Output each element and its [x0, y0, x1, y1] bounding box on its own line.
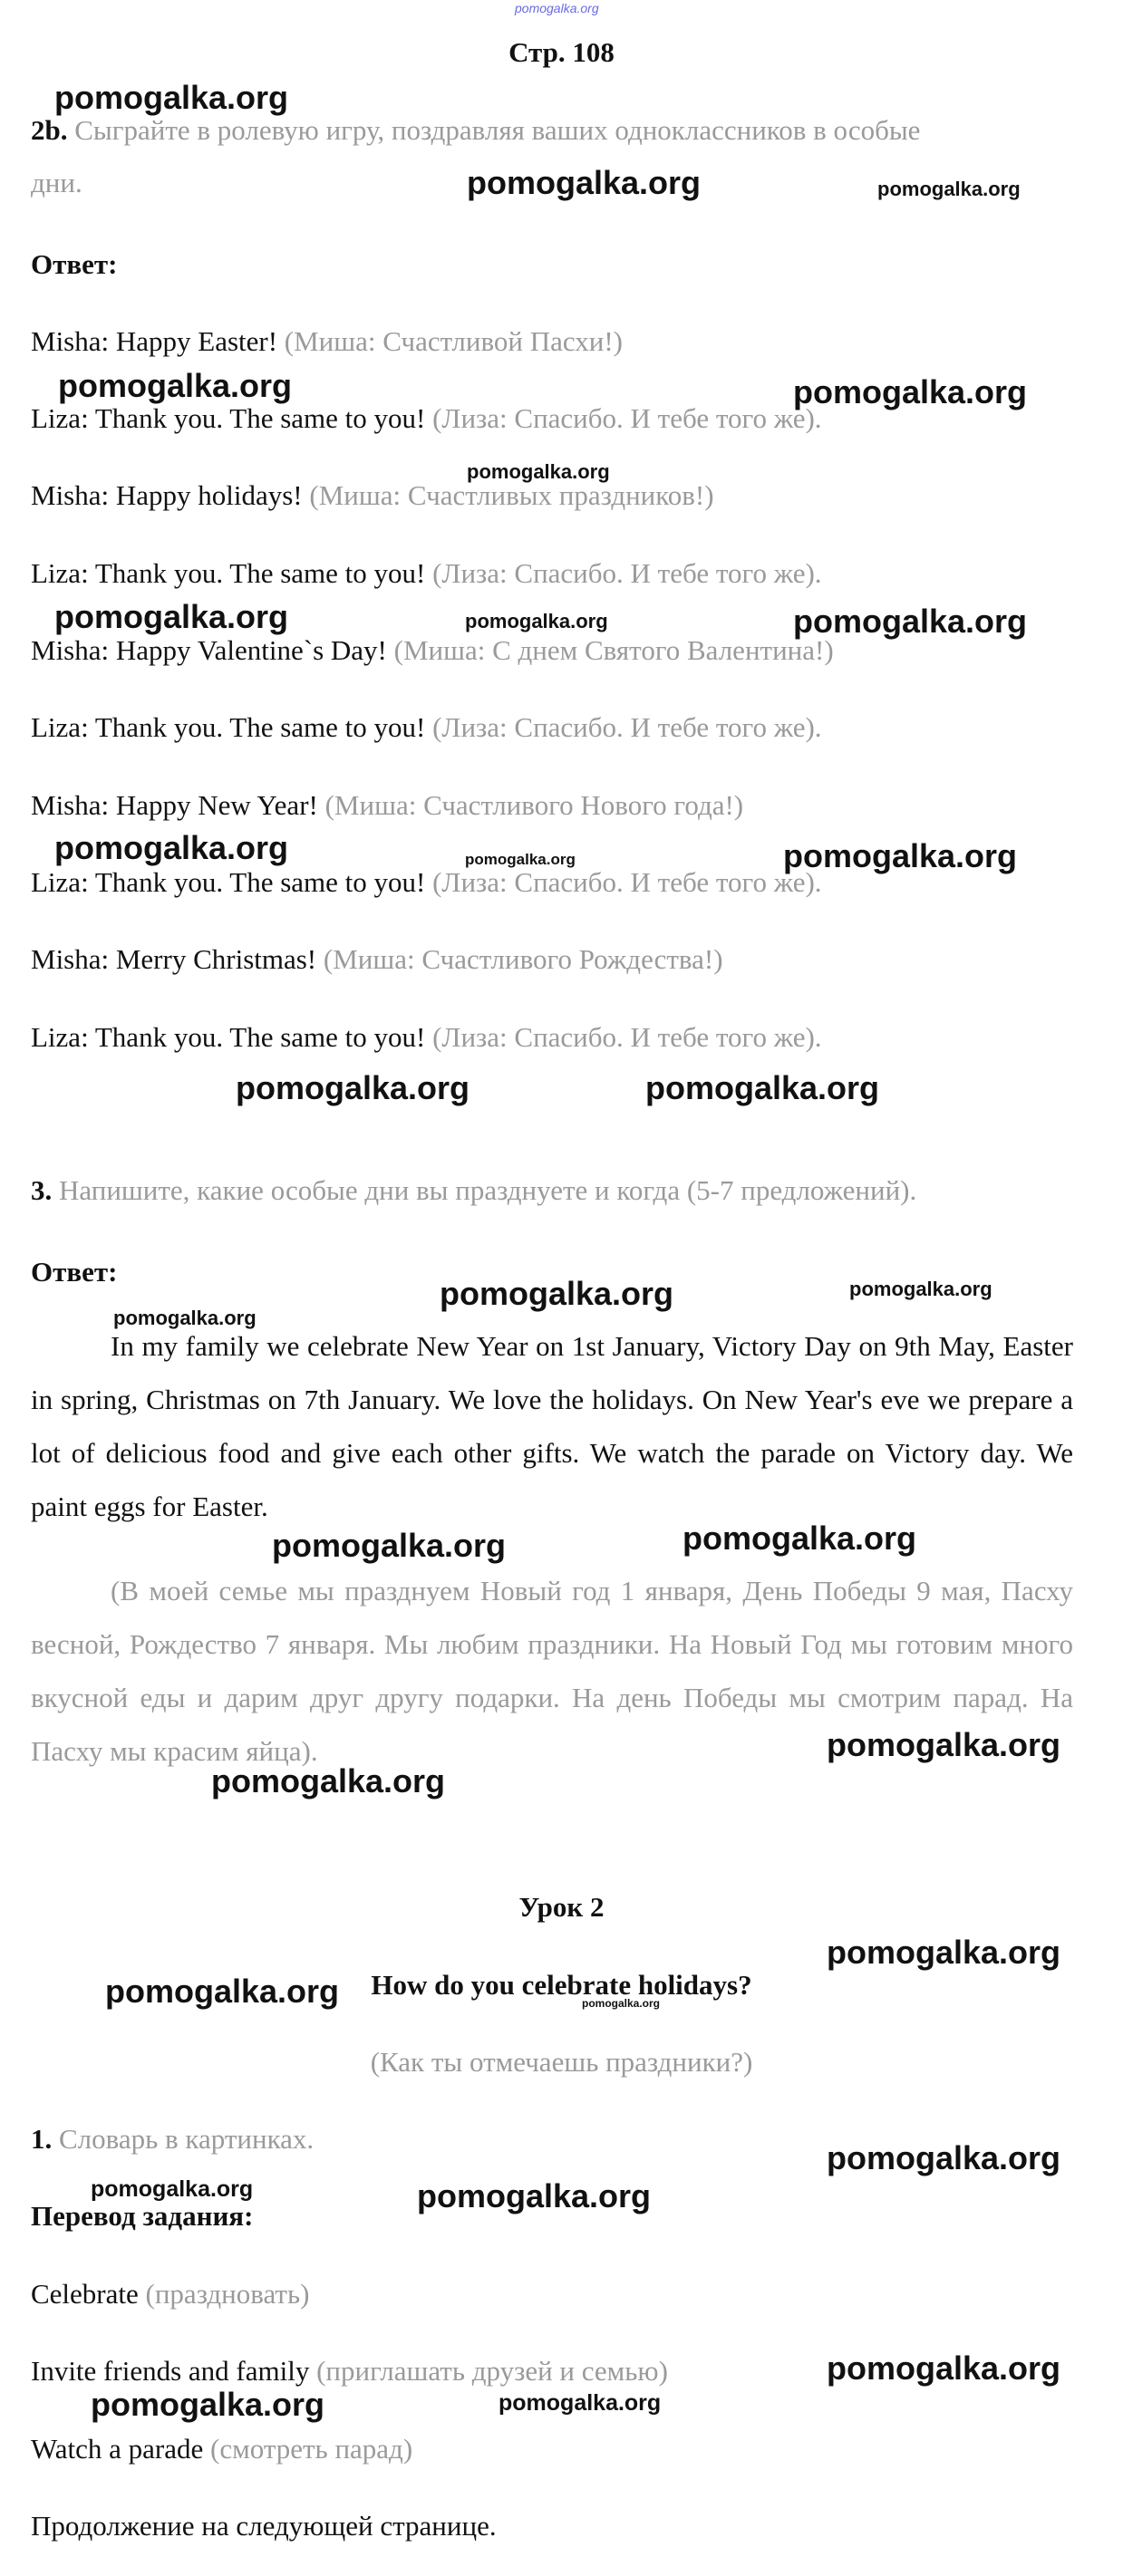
lesson-subtitle: How do you celebrate holidays? — [371, 1969, 752, 2001]
watermark: pomogalka.org — [54, 598, 289, 635]
watermark: pomogalka.org — [827, 1934, 1061, 1971]
dialogue-line: Liza: Thank you. The same to you! (Лиза: Спасибо. И тебе того же). — [31, 557, 822, 589]
watermark: pomogalka.org — [827, 2139, 1061, 2176]
dialogue-line: Misha: Happy Valentine`s Day! (Миша: С днем Святого Валентина!) — [31, 634, 834, 666]
task-2b-line1 — [31, 112, 920, 149]
lesson-subtitle-translation: (Как ты отмечаешь праздники?) — [370, 2046, 753, 2078]
task-text: Сыграйте в ролевую игру, поздравляя ваших одноклассников в особые — [67, 114, 921, 146]
watermark: pomogalka.org — [683, 1520, 917, 1557]
vocab-item: Invite friends and family (приглашать друзей и семью) — [31, 2355, 668, 2387]
watermark: pomogalka.org — [91, 2386, 325, 2423]
task-text: Напишите, какие особые дни вы празднуете и когда (5-7 предложений). — [52, 1174, 917, 1206]
watermark: pomogalka.org — [793, 603, 1028, 640]
dialogue-line: Liza: Thank you. The same to you! (Лиза: Спасибо. И тебе того же). — [31, 866, 822, 898]
watermark: pomogalka.org — [417, 2177, 652, 2214]
watermark: pomogalka.org — [515, 1, 599, 15]
watermark: pomogalka.org — [54, 79, 289, 116]
watermark: pomogalka.org — [113, 1307, 257, 1329]
watermark: pomogalka.org — [105, 1973, 340, 2010]
task-2b-line2: дни. — [31, 167, 82, 198]
watermark: pomogalka.org — [465, 851, 576, 868]
watermark: pomogalka.org — [793, 373, 1028, 410]
answer-label: Ответ: — [31, 1256, 118, 1288]
watermark: pomogalka.org — [58, 367, 293, 404]
vocab-item: Watch a parade (смотреть парад) — [31, 2433, 413, 2465]
watermark: pomogalka.org — [467, 460, 610, 483]
dialogue-line: Misha: Merry Christmas! (Миша: Счастливого Рождества!) — [31, 943, 723, 975]
watermark: pomogalka.org — [582, 1997, 661, 2010]
watermark: pomogalka.org — [467, 164, 702, 201]
task-1 — [31, 2121, 314, 2157]
watermark: pomogalka.org — [465, 610, 608, 632]
dialogue-line: Misha: Happy holidays! (Миша: Счастливых праздников!) — [31, 479, 714, 511]
dialogue-line: Liza: Thank you. The same to you! (Лиза: Спасибо. И тебе того же). — [31, 1021, 822, 1053]
vocab-item: Celebrate (праздновать) — [31, 2278, 310, 2310]
watermark: pomogalka.org — [827, 2349, 1061, 2387]
answer-english: In my family we celebrate New Year on 1st January, Victory Day on 9th May, Easter in spring, Christmas on 7th January. We love the holidays. On New Year's eve we prepare a lot of delicious food and give each other gifts. We watch the parade on Victory day. We paint eggs for Easter. — [31, 1330, 1073, 1522]
watermark: pomogalka.org — [272, 1527, 507, 1564]
watermark: pomogalka.org — [645, 1069, 880, 1106]
page-title: Стр. 108 — [508, 36, 615, 68]
watermark: pomogalka.org — [783, 837, 1018, 874]
watermark: pomogalka.org — [877, 178, 1021, 200]
task-number: 3. — [31, 1174, 53, 1206]
dialogue-line: Misha: Happy Easter! (Миша: Счастливой Пасхи!) — [31, 325, 623, 357]
watermark: pomogalka.org — [499, 2390, 662, 2416]
watermark: pomogalka.org — [236, 1069, 470, 1106]
watermark: pomogalka.org — [827, 1726, 1061, 1763]
watermark: pomogalka.org — [211, 1762, 446, 1799]
lesson-title: Урок 2 — [518, 1891, 605, 1923]
task-text: Словарь в картинках. — [52, 2123, 315, 2155]
dialogue-line: Liza: Thank you. The same to you! (Лиза: Спасибо. И тебе того же). — [31, 711, 822, 743]
translation-label: Перевод задания: — [31, 2200, 254, 2232]
watermark: pomogalka.org — [91, 2176, 254, 2202]
watermark: pomogalka.org — [440, 1275, 674, 1312]
task-number: 1. — [31, 2123, 53, 2155]
watermark: pomogalka.org — [849, 1278, 992, 1300]
watermark: pomogalka.org — [54, 829, 289, 866]
dialogue-line: Liza: Thank you. The same to you! (Лиза: Спасибо. И тебе того же). — [31, 402, 822, 434]
continuation-note: Продолжение на следующей странице. — [31, 2510, 497, 2542]
task-3 — [31, 1172, 916, 1209]
dialogue-line: Misha: Happy New Year! (Миша: Счастливого Нового года!) — [31, 789, 744, 821]
answer-russian: (В моей семье мы празднуем Новый год 1 января, День Победы 9 мая, Пасху весной, Рождество 7 января. Мы любим праздники. На Новый Год мы готовим много вкусной еды и дарим друг другу подарки. На день Победы мы смотрим парад. На Пасху мы красим яйца). — [31, 1575, 1073, 1767]
task-number: 2b. — [31, 114, 68, 146]
answer-label: Ответ: — [31, 248, 118, 280]
